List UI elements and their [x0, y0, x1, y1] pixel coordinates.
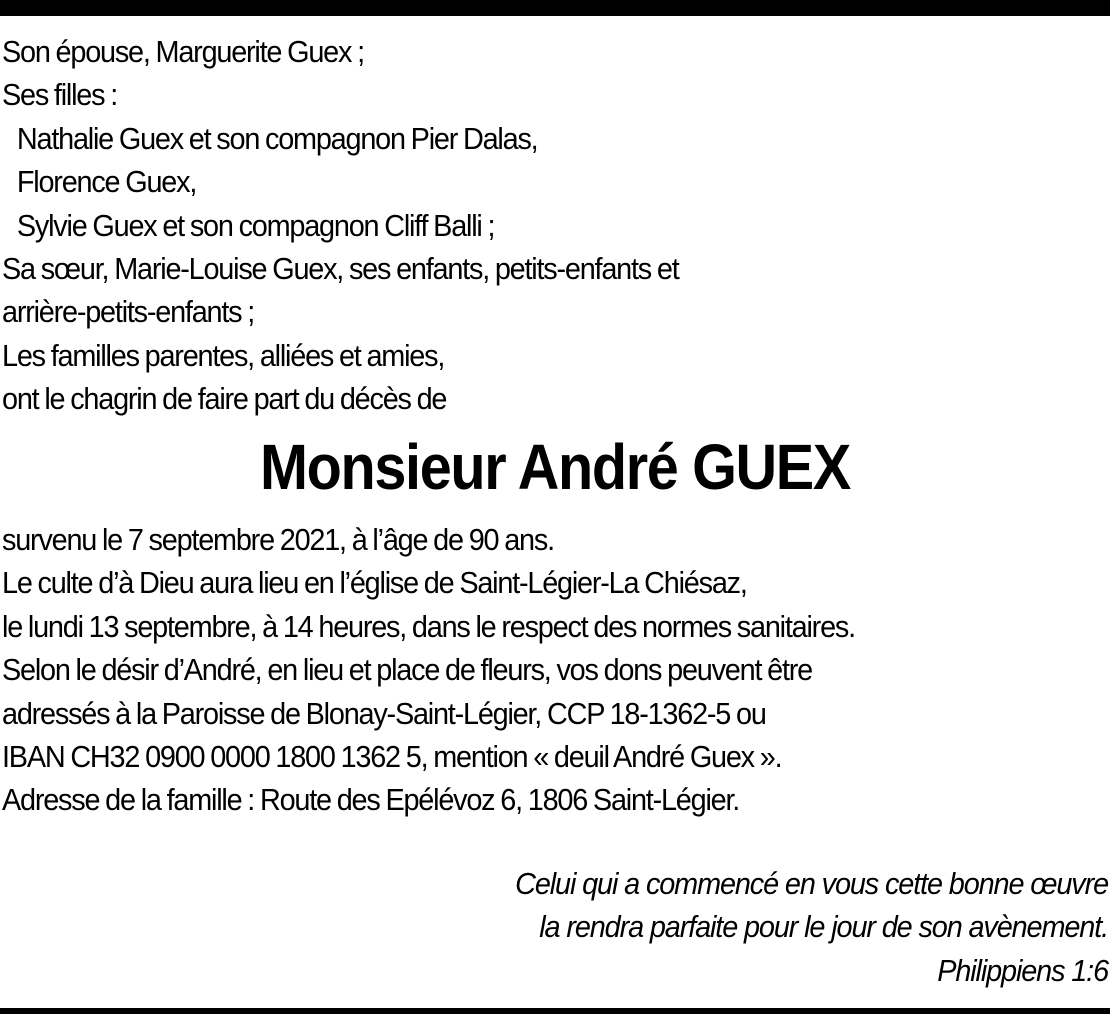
bible-quote [8, 862, 1108, 992]
quote-line: Celui qui a commencé en vous cette bonne œuvre [515, 866, 1108, 901]
family-list [2, 30, 1102, 421]
details-line: Selon le désir d’André, en lieu et place de fleurs, vos dons peuvent être [2, 652, 812, 688]
deceased-name: Monsieur André GUEX [260, 431, 850, 503]
details-line: survenu le 7 septembre 2021, à l’âge de 90 ans. [2, 522, 554, 557]
quote-reference: Philippiens 1:6 [937, 952, 1108, 988]
top-border-rule [0, 0, 1110, 16]
quote-line: la rendra parfaite pour le jour de son avènement. [539, 909, 1108, 945]
family-line-indented: Florence Guex, [16, 164, 197, 200]
obituary-details [2, 518, 1102, 822]
family-line: Les familles parentes, alliées et amies, [2, 337, 445, 373]
details-line: Le culte d’à Dieu aura lieu en l’église de Saint-Légier-La Chiésaz, [2, 565, 747, 601]
family-line: Ses filles : [2, 77, 118, 113]
family-line-indented: Sylvie Guex et son compagnon Cliff Balli ; [16, 207, 495, 243]
family-line: arrière-petits-enfants ; [2, 294, 255, 330]
bottom-border-rule [0, 1008, 1110, 1014]
details-line: Adresse de la famille : Route des Epélévoz 6, 1806 Saint-Légier. [2, 782, 740, 818]
details-line: IBAN CH32 0900 0000 1800 1362 5, mention « deuil André Guex ». [2, 738, 782, 774]
details-line: adressés à la Paroisse de Blonay-Saint-Légier, CCP 18-1362-5 ou [2, 695, 766, 731]
family-line: Sa sœur, Marie-Louise Guex, ses enfants, petits-enfants et [2, 250, 679, 286]
family-line-indented: Nathalie Guex et son compagnon Pier Dalas, [16, 120, 538, 156]
family-line: Son épouse, Marguerite Guex ; [2, 34, 364, 69]
details-line: le lundi 13 septembre, à 14 heures, dans le respect des normes sanitaires. [2, 608, 855, 644]
family-line: ont le chagrin de faire part du décès de [2, 381, 447, 417]
